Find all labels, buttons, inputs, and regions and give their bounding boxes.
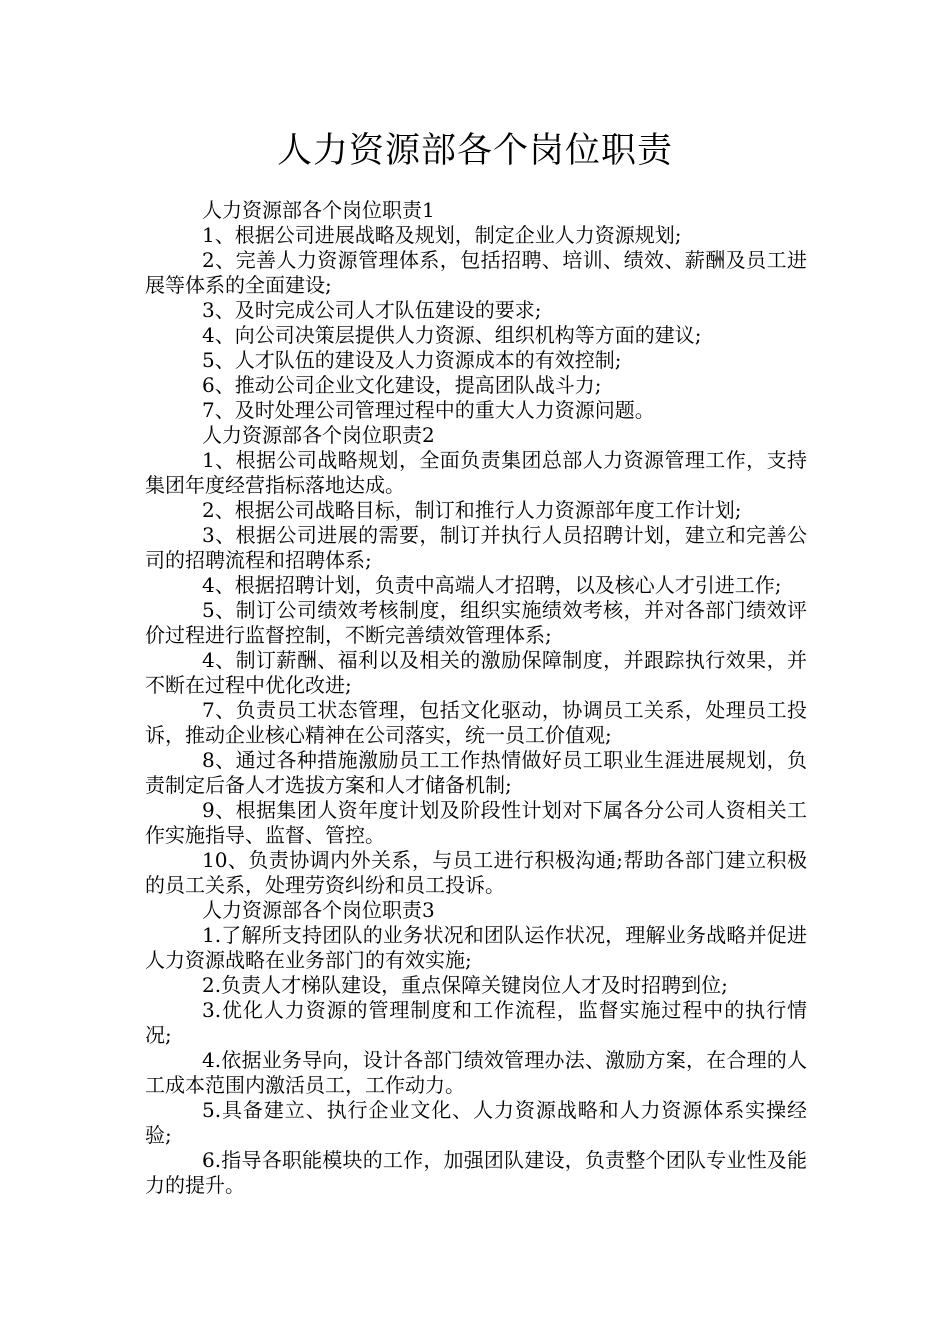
paragraph: 3、根据公司进展的需要，制订并执行人员招聘计划，建立和完善公司的招聘流程和招聘体系;	[145, 523, 807, 572]
paragraph: 5.具备建立、执行企业文化、人力资源战略和人力资源体系实操经验;	[145, 1098, 807, 1147]
paragraph: 4、向公司决策层提供人力资源、组织机构等方面的建议;	[202, 323, 702, 347]
paragraph: 10、负责协调内外关系，与员工进行积极沟通;帮助各部门建立积极的员工关系，处理劳资纠纷和员工投诉。	[145, 848, 807, 897]
document-title: 人力资源部各个岗位职责	[276, 131, 673, 171]
paragraph: 7、负责员工状态管理，包括文化驱动，协调员工关系，处理员工投诉，推动企业核心精神在公司落实，统一员工价值观;	[145, 698, 807, 747]
paragraph: 1、根据公司进展战略及规划，制定企业人力资源规划;	[202, 223, 682, 247]
section-heading-3: 人力资源部各个岗位职责3	[202, 898, 435, 922]
paragraph: 3.优化人力资源的管理制度和工作流程，监督实施过程中的执行情况;	[145, 998, 807, 1047]
paragraph: 1.了解所支持团队的业务状况和团队运作状况，理解业务战略并促进人力资源战略在业务部门的有效实施;	[145, 923, 807, 972]
paragraph: 8、通过各种措施激励员工工作热情做好员工职业生涯进展规划，负责制定后备人才选拔方案和人才储备机制;	[145, 748, 807, 797]
paragraph: 1、根据公司战略规划，全面负责集团总部人力资源管理工作，支持集团年度经营指标落地达成。	[145, 448, 807, 497]
paragraph: 7、及时处理公司管理过程中的重大人力资源问题。	[202, 398, 655, 422]
paragraph: 6.指导各职能模块的工作，加强团队建设，负责整个团队专业性及能力的提升。	[145, 1148, 807, 1197]
paragraph: 5、制订公司绩效考核制度，组织实施绩效考核，并对各部门绩效评价过程进行监督控制，不断完善绩效管理体系;	[145, 598, 807, 647]
paragraph: 3、及时完成公司人才队伍建设的要求;	[202, 298, 542, 322]
paragraph: 5、人才队伍的建设及人力资源成本的有效控制;	[202, 348, 622, 372]
paragraph: 2、根据公司战略目标，制订和推行人力资源部年度工作计划;	[202, 498, 742, 522]
paragraph: 2、完善人力资源管理体系，包括招聘、培训、绩效、薪酬及员工进展等体系的全面建设;	[145, 248, 807, 297]
document-body	[145, 198, 807, 1198]
paragraph: 4、根据招聘计划，负责中高端人才招聘，以及核心人才引进工作;	[202, 573, 782, 597]
paragraph: 2.负责人才梯队建设，重点保障关键岗位人才及时招聘到位;	[202, 973, 728, 997]
paragraph: 4、制订薪酬、福利以及相关的激励保障制度，并跟踪执行效果，并不断在过程中优化改进;	[145, 648, 807, 697]
section-heading-1: 人力资源部各个岗位职责1	[202, 198, 435, 222]
paragraph: 9、根据集团人资年度计划及阶段性计划对下属各分公司人资相关工作实施指导、监督、管控。	[145, 798, 807, 847]
paragraph: 4.依据业务导向，设计各部门绩效管理办法、激励方案，在合理的人工成本范围内激活员工，工作动力。	[145, 1048, 807, 1097]
paragraph: 6、推动公司企业文化建设，提高团队战斗力;	[202, 373, 602, 397]
section-heading-2: 人力资源部各个岗位职责2	[202, 423, 435, 447]
